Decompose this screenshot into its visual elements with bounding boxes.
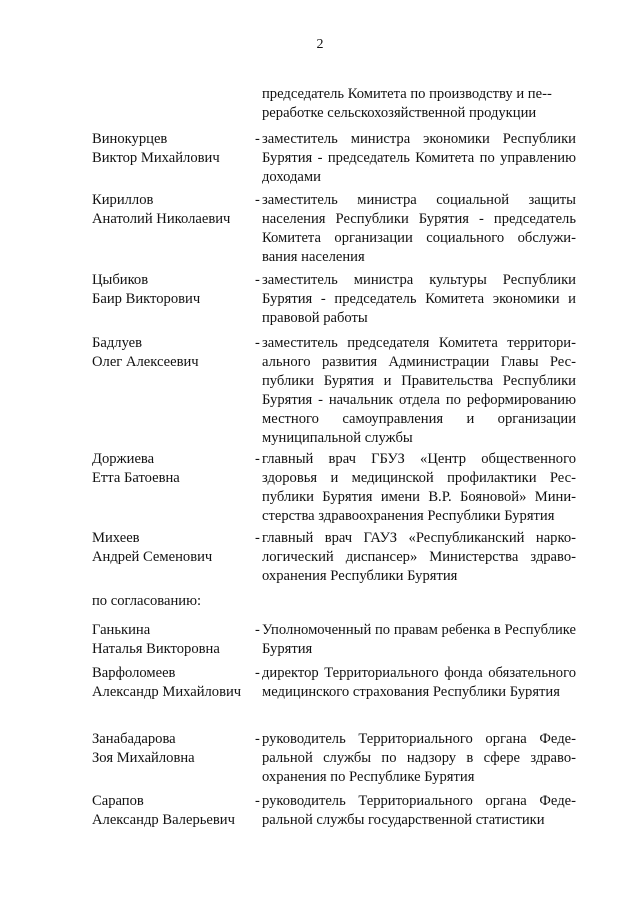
member-name (92, 191, 252, 229)
member-name (92, 450, 252, 488)
member-surname: Сарапов (92, 793, 144, 809)
member-name (92, 130, 252, 168)
member-dash: - (255, 131, 260, 147)
member-role: директор Территориального фонда обязательного медицинского страхования Республики Бурятия (262, 665, 576, 700)
member-name (92, 334, 252, 372)
member-dash: - (255, 530, 260, 546)
member-given-name: Александр Валерьевич (92, 812, 235, 828)
member-name (92, 792, 252, 830)
member-surname: Михеев (92, 530, 140, 546)
member-given-name: Андрей Семенович (92, 549, 213, 565)
member-surname: Варфоломеев (92, 665, 176, 681)
member-name (92, 271, 252, 309)
member-name (92, 621, 252, 659)
page-number: 2 (316, 37, 324, 52)
member-surname: Цыбиков (92, 272, 149, 288)
member-given-name: Баир Викторович (92, 291, 201, 307)
member-given-name: Александр Михайлович (92, 684, 242, 700)
section-label: по согласованию: (92, 593, 202, 609)
member-given-name: Етта Батоевна (92, 470, 180, 486)
member-role: главный врач ГБУЗ «Центр общественного здоровья и медицинской профилактики Республики Бурятия имени В.Р. Бояновой» Министерства здравоохранения Республики Бурятия (262, 451, 576, 524)
member-name (92, 529, 252, 567)
member-name (92, 664, 252, 702)
member-role: заместитель министра культуры Республики Бурятия - председатель Комитета экономики и правовой работы (262, 272, 576, 326)
member-dash: - (255, 731, 260, 747)
member-role: руководитель Территориального органа Федеральной службы государственной статистики (262, 793, 576, 828)
member-dash: - (255, 451, 260, 467)
member-dash: - (255, 335, 260, 351)
member-dash: - (255, 272, 260, 288)
member-role: заместитель председателя Комитета территориального развития Администрации Главы Республики Бурятия и Правительства Республики Бурятия - начальник отдела по реформированию местного самоуправления и организации муниципальной службы (262, 335, 576, 446)
member-given-name: Виктор Михайлович (92, 150, 220, 166)
member-surname: Бадлуев (92, 335, 143, 351)
member-role: заместитель министра экономики Республики Бурятия - председатель Комитета по управлению доходами (262, 131, 576, 185)
member-role: руководитель Территориального органа Федеральной службы по надзору в сфере здравоохранения по Республике Бурятия (262, 731, 576, 785)
member-surname: Доржиева (92, 451, 155, 467)
member-role: главный врач ГАУЗ «Республиканский наркологический диспансер» Министерства здравоохранения Республики Бурятия (262, 530, 576, 584)
member-role: заместитель министра социальной защиты населения Республики Бурятия - председатель Комитета организации социального обслуживания населения (262, 192, 576, 265)
continuation-text: председатель Комитета по производству и пе-реработке сельскохозяйственной продукции (262, 86, 552, 121)
member-role: Уполномоченный по правам ребенка в Республике Бурятия (262, 622, 576, 657)
member-given-name: Наталья Викторовна (92, 641, 220, 657)
member-surname: Винокурцев (92, 131, 168, 147)
member-name (92, 730, 252, 768)
member-given-name: Зоя Михайловна (92, 750, 195, 766)
member-given-name: Олег Алексеевич (92, 354, 199, 370)
member-dash: - (255, 192, 260, 208)
member-surname: Кириллов (92, 192, 154, 208)
member-surname: Ганькина (92, 622, 151, 638)
member-dash: - (255, 793, 260, 809)
member-given-name: Анатолий Николаевич (92, 211, 231, 227)
member-dash: - (255, 622, 260, 638)
member-dash: - (255, 665, 260, 681)
member-surname: Занабадарова (92, 731, 176, 747)
